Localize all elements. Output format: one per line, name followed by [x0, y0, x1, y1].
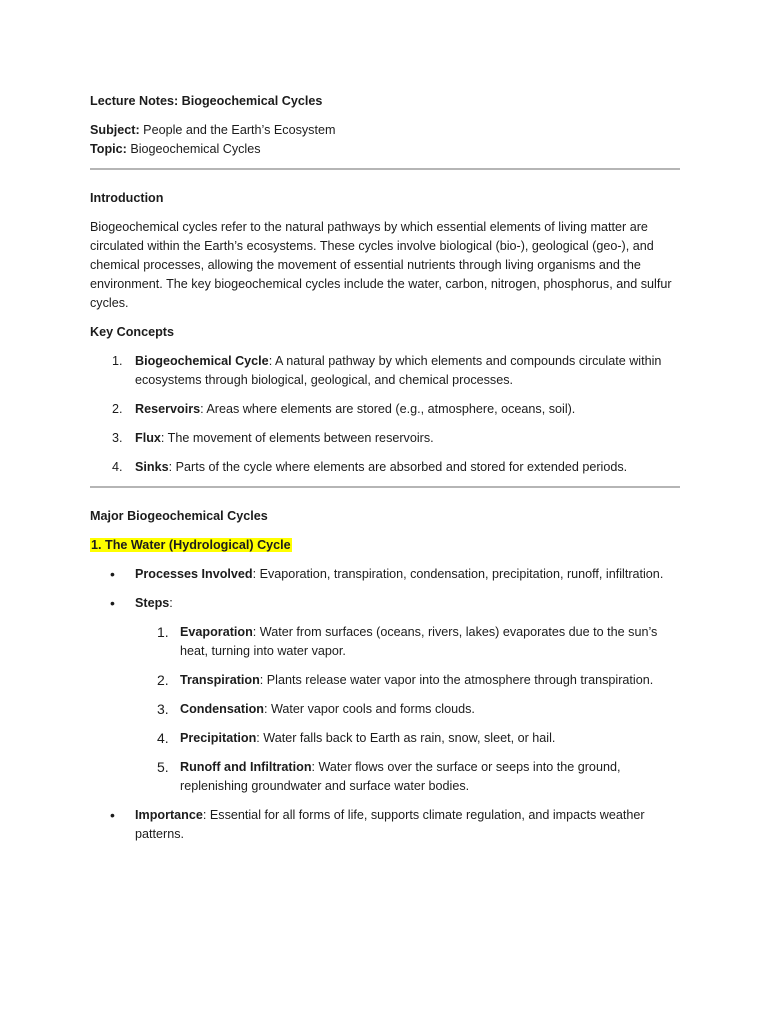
list-number: 2.: [157, 672, 169, 688]
list-item: [90, 429, 680, 448]
list-item: [135, 700, 680, 719]
step-text: : Water vapor cools and forms clouds.: [263, 702, 475, 716]
topic-value: Biogeochemical Cycles: [126, 142, 261, 156]
major-cycles-heading: Major Biogeochemical Cycles: [90, 509, 268, 523]
subject-line: [90, 121, 680, 140]
step-term: Runoff and Infiltration: [180, 760, 312, 774]
concept-term: Reservoirs: [135, 402, 201, 416]
steps-list: [135, 623, 680, 796]
concept-text: : Parts of the cycle where elements are absorbed and stored for extended periods.: [168, 460, 628, 474]
bullet-item: [90, 594, 680, 796]
list-item: [90, 352, 680, 390]
processes-term: Processes Involved: [135, 567, 253, 581]
list-number: 5.: [157, 759, 169, 775]
importance-text: : Essential for all forms of life, supports climate regulation, and impacts weather patterns.: [135, 808, 645, 841]
step-term: Evaporation: [180, 625, 253, 639]
step-text: : Water flows over the surface or seeps into the ground, replenishing groundwater and surface water bodies.: [180, 760, 621, 793]
list-number: 2.: [112, 402, 123, 416]
concept-text: : A natural pathway by which elements and compounds circulate within ecosystems through biological, geological, and chemical processes.: [135, 354, 662, 387]
subject-value: People and the Earth’s Ecosystem: [139, 123, 336, 137]
list-number: 4.: [157, 730, 169, 746]
list-number: 1.: [112, 354, 123, 368]
list-item: [90, 458, 680, 477]
step-term: Transpiration: [180, 673, 260, 687]
step-text: : Water from surfaces (oceans, rivers, lakes) evaporates due to the sun’s heat, turning into water vapor.: [180, 625, 658, 658]
list-item: [135, 729, 680, 748]
list-item: [135, 758, 680, 796]
processes-text: : Evaporation, transpiration, condensation, precipitation, runoff, infiltration.: [252, 567, 664, 581]
bullet-item: [90, 806, 680, 844]
list-number: 3.: [112, 431, 123, 445]
concept-text: : Areas where elements are stored (e.g., atmosphere, oceans, soil).: [200, 402, 576, 416]
document-content: [90, 92, 680, 854]
steps-term: Steps: [135, 596, 170, 610]
subject-label: Subject:: [90, 123, 140, 137]
topic-line: [90, 140, 680, 159]
document-title: Lecture Notes: Biogeochemical Cycles: [90, 94, 323, 108]
introduction-heading: Introduction: [90, 191, 164, 205]
list-item: [90, 400, 680, 419]
highlighted-heading: 1. The Water (Hydrological) Cycle: [91, 538, 291, 552]
concept-term: Sinks: [135, 460, 169, 474]
list-item: [135, 623, 680, 661]
list-number: 3.: [157, 701, 169, 717]
topic-label: Topic:: [90, 142, 127, 156]
list-item: [135, 671, 680, 690]
step-text: : Plants release water vapor into the atmosphere through transpiration.: [259, 673, 654, 687]
step-term: Precipitation: [180, 731, 257, 745]
concept-text: : The movement of elements between reservoirs.: [160, 431, 434, 445]
list-number: 4.: [112, 460, 123, 474]
step-term: Condensation: [180, 702, 264, 716]
bullet-icon: •: [110, 566, 115, 582]
key-concepts-heading: Key Concepts: [90, 325, 174, 339]
concept-term: Flux: [135, 431, 161, 445]
key-concepts-list: [90, 352, 680, 477]
bullet-icon: •: [110, 807, 115, 823]
steps-colon: :: [169, 596, 173, 610]
importance-term: Importance: [135, 808, 203, 822]
water-cycle-heading: [90, 536, 680, 555]
bullet-icon: •: [110, 595, 115, 611]
water-cycle-list: [90, 565, 680, 844]
introduction-body: Biogeochemical cycles refer to the natural pathways by which essential elements of living matter are circulated within the Earth’s ecosystems. These cycles involve biological (bio-), geological (geo-), and chemical processes, allowing the movement of essential nutrients through living organisms and the environment. The key biogeochemical cycles include the water, carbon, nitrogen, phosphorus, and sulfur cycles.: [90, 220, 672, 310]
concept-term: Biogeochemical Cycle: [135, 354, 269, 368]
list-number: 1.: [157, 624, 169, 640]
step-text: : Water falls back to Earth as rain, snow, sleet, or hail.: [256, 731, 556, 745]
bullet-item: [90, 565, 680, 584]
